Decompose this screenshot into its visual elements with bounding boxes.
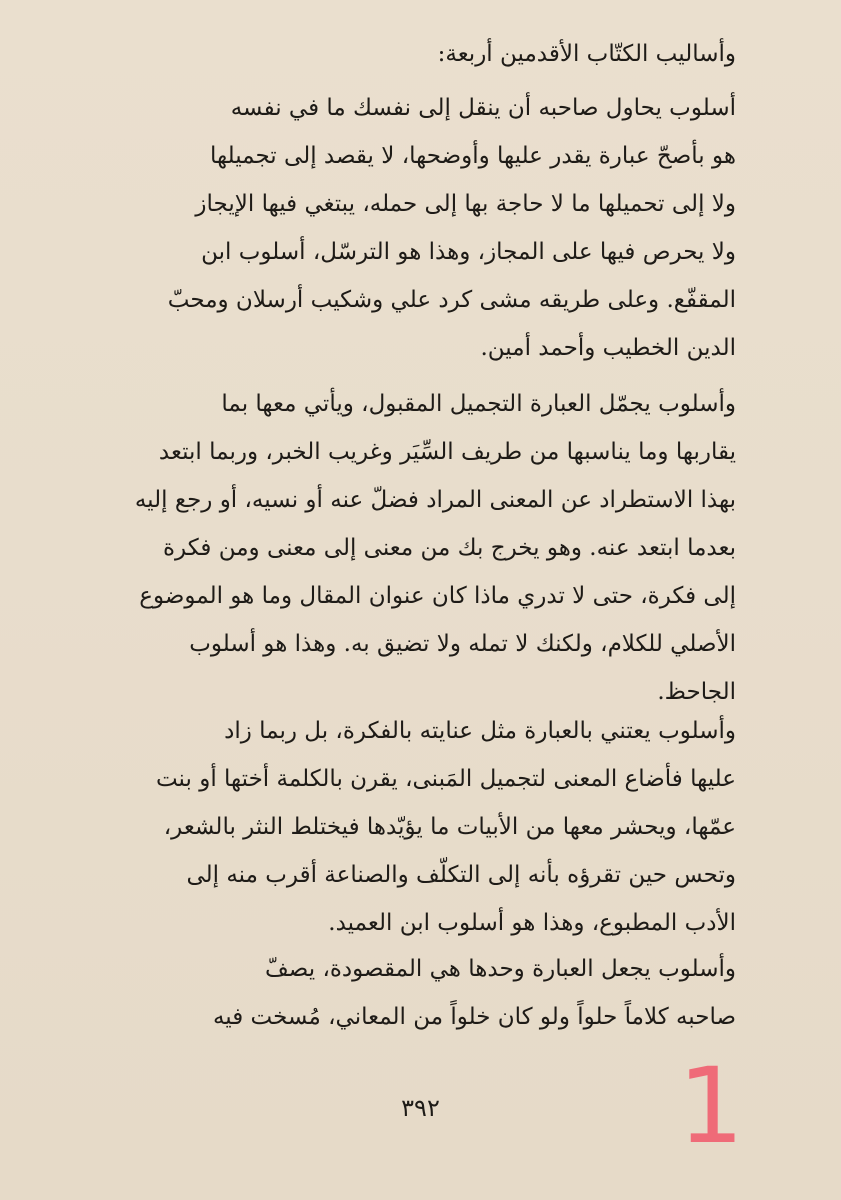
text-line: صاحبه كلاماً حلواً ولو كان خلواً من المعاني، مُسخت فيه — [212, 1004, 736, 1030]
paragraph-4 — [96, 945, 736, 1041]
paragraph-1 — [96, 84, 736, 372]
text-line: وأسلوب يجعل العبارة وحدها هي المقصودة، يصفّ — [264, 956, 736, 982]
text-line: يقاربها وما يناسبها من طريف السِّيَر وغريب الخبر، وربما ابتعد — [158, 439, 736, 465]
text-line: بعدما ابتعد عنه. وهو يخرج بك من معنى إلى معنى ومن فكرة — [162, 535, 736, 561]
page-heading: وأساليب الكتّاب الأقدمين أربعة: — [437, 41, 736, 67]
paragraph-2 — [96, 380, 736, 716]
text-line: إلى فكرة، حتى لا تدري ماذا كان عنوان المقال وما هو الموضوع — [139, 583, 736, 609]
text-line: بهذا الاستطراد عن المعنى المراد فضلّ عنه أو نسيه، أو رجع إليه — [134, 487, 736, 513]
handwritten-page-marker: 1 — [677, 1045, 745, 1167]
text-line: الدين الخطيب وأحمد أمين. — [480, 335, 736, 361]
text-line: عمّها، ويحشر معها من الأبيات ما يؤيّدها فيختلط النثر بالشعر، — [163, 814, 736, 840]
text-line: أسلوب يحاول صاحبه أن ينقل إلى نفسك ما في نفسه — [230, 95, 736, 121]
text-line: هو بأصحّ عبارة يقدر عليها وأوضحها، لا يقصد إلى تجميلها — [210, 143, 736, 169]
text-line: وتحس حين تقرؤه بأنه إلى التكلّف والصناعة أقرب منه إلى — [186, 862, 736, 888]
text-line: الجاحظ. — [657, 679, 736, 705]
text-line: عليها فأضاع المعنى لتجميل المَبنى، يقرن بالكلمة أختها أو بنت — [155, 766, 736, 792]
text-line: وأسلوب يعتني بالعبارة مثل عنايته بالفكرة، بل ربما زاد — [224, 718, 736, 744]
paragraph-3 — [96, 707, 736, 947]
text-line: الأدب المطبوع، وهذا هو أسلوب ابن العميد. — [328, 910, 736, 936]
text-line: ولا يحرص فيها على المجاز، وهذا هو الترسّل، أسلوب ابن — [201, 239, 736, 265]
text-line: الأصلي للكلام، ولكنك لا تمله ولا تضيق به. وهذا هو أسلوب — [189, 631, 736, 657]
text-line: وأسلوب يجمّل العبارة التجميل المقبول، ويأتي معها بما — [221, 391, 736, 417]
text-line: المقفّع. وعلى طريقه مشى كرد علي وشكيب أرسلان ومحبّ — [167, 287, 736, 313]
page-heading-block — [96, 30, 736, 78]
text-line: ولا إلى تحميلها ما لا حاجة بها إلى حمله، يبتغي فيها الإيجاز — [195, 191, 736, 217]
page-number: ٣٩٢ — [401, 1094, 440, 1122]
